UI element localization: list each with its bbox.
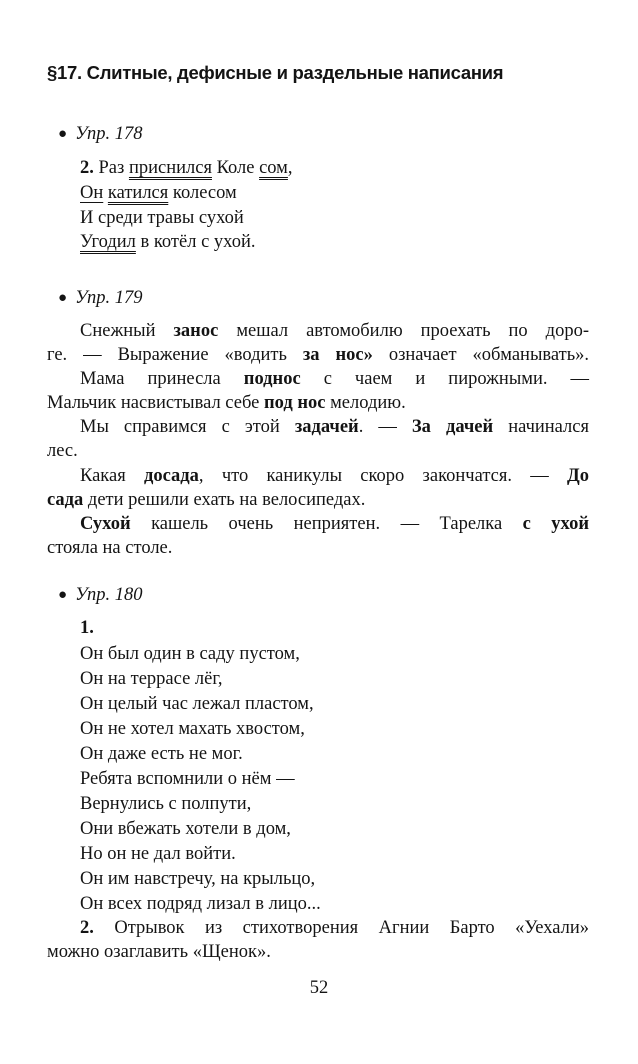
poem-line: Но он не дал войти. <box>80 844 236 864</box>
exercise-179-label: ● Упр. 179 <box>58 288 143 308</box>
ex178-line-4: Угодил в котёл с ухой. <box>80 232 256 252</box>
ex179-line-7: Какая досада, что каникулы скоро закончатся. — До <box>80 466 589 486</box>
page-number: 52 <box>309 978 329 998</box>
poem-line: Он целый час лежал пластом, <box>80 694 314 714</box>
ex179-line-4: Мальчик насвистывал себе под нос мелодию. <box>47 393 406 413</box>
section-heading: §17. Слитные, дефисные и раздельные написания <box>47 62 504 83</box>
bullet-icon: ● <box>58 126 68 142</box>
ex179-line-2: ге. — Выражение «водить за нос» означает «обманывать». <box>47 345 590 365</box>
ex180-part-2-line-1: 2. Отрывок из стихотворения Агнии Барто «Уехали» <box>80 918 589 938</box>
poem-line: Они вбежать хотели в дом, <box>80 819 291 839</box>
ex180-part-2-line-2: можно озаглавить «Щенок». <box>47 942 271 962</box>
poem-line: Он был один в саду пустом, <box>80 644 300 664</box>
poem-line: Вернулись с полпути, <box>80 794 252 814</box>
poem-line: Он им навстречу, на крыльцо, <box>80 869 316 889</box>
poem-line: Он на террасе лёг, <box>80 669 223 689</box>
ex179-line-6: лес. <box>47 441 78 461</box>
ex179-line-1: Снежный занос мешал автомобилю проехать по доро- <box>80 321 589 341</box>
ex178-line-3: И среди травы сухой <box>80 208 244 228</box>
poem-line: Он даже есть не мог. <box>80 744 243 764</box>
ex179-line-10: стояла на столе. <box>47 538 173 558</box>
bullet-icon: ● <box>58 290 68 306</box>
ex178-line-2: Он катился колесом <box>80 183 237 203</box>
ex179-line-8: сада дети решили ехать на велосипедах. <box>47 490 366 510</box>
ex179-line-5: Мы справимся с этой задачей. — За дачей начинался <box>80 417 590 437</box>
poem-line: Ребята вспомнили о нём — <box>80 769 295 789</box>
poem-line: Он всех подряд лизал в лицо... <box>80 894 321 914</box>
ex180-part-1-number: 1. <box>80 618 94 638</box>
ex178-line-1: 2. Раз приснился Коле сом, <box>80 158 293 178</box>
exercise-178-label: ● Упр. 178 <box>58 124 143 144</box>
exercise-180-label: ● Упр. 180 <box>58 585 143 605</box>
poem-line: Он не хотел махать хвостом, <box>80 719 305 739</box>
bullet-icon: ● <box>58 587 68 603</box>
ex179-line-3: Мама принесла поднос с чаем и пирожными. — <box>80 369 590 389</box>
ex179-line-9: Сухой кашель очень неприятен. — Тарелка с ухой <box>80 514 590 534</box>
